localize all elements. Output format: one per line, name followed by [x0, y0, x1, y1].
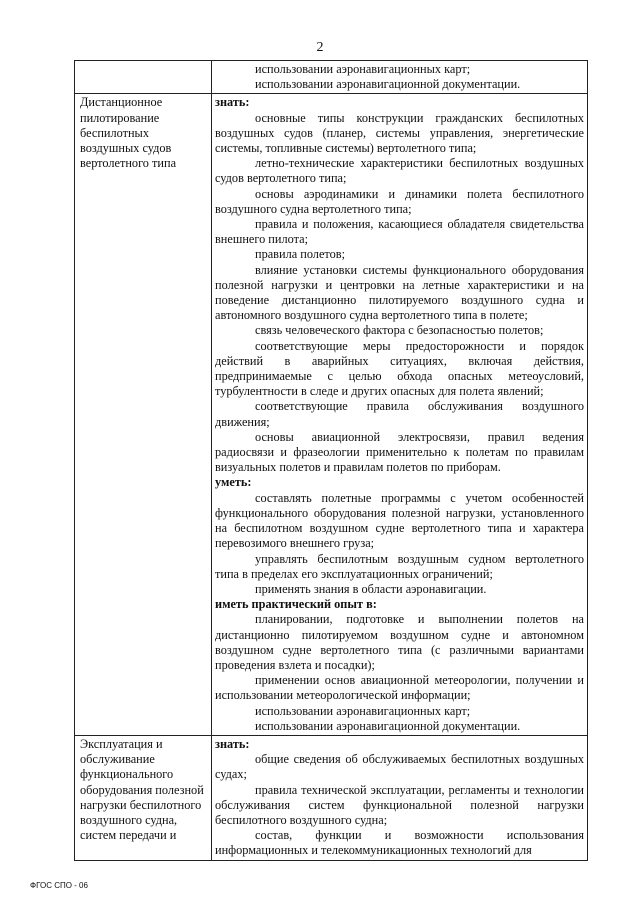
- requirement-heading: иметь практический опыт в:: [215, 597, 377, 612]
- page-number: 2: [316, 40, 324, 55]
- section-title-cell: Дистанционное пилотирование беспилотных воздушных судов вертолетного типа: [75, 94, 212, 736]
- section-title-cell: [75, 61, 212, 94]
- requirement-item: основы авиационной электросвязи, правил ведения радиосвязи и фразеологии применительно к полетам по правилам визуальных полетов и правилам полетов по приборам.: [215, 429, 584, 475]
- requirements-cell: [212, 735, 588, 860]
- requirement-item: правила полетов;: [255, 247, 345, 262]
- table-row: [75, 94, 588, 736]
- footer-code: ФГОС СПО - 06: [30, 881, 88, 890]
- requirements-cell: [212, 94, 588, 736]
- requirement-heading: уметь:: [215, 475, 252, 490]
- requirement-item: соответствующие меры предосторожности и порядок действий в аварийных ситуациях, включая действия, предпринимаемые с целью обхода опасных метеоусловий, турбулентности в следе и других опасных для полета явлений;: [215, 338, 584, 399]
- requirement-item: применении основ авиационной метеорологии, получении и использовании метеорологической информации;: [215, 673, 584, 703]
- requirement-item: основные типы конструкции гражданских беспилотных воздушных судов (планер, системы управления, энергетические системы, топливные системы) вертолетного типа;: [215, 110, 584, 156]
- requirement-item: использовании аэронавигационной документации.: [255, 718, 521, 733]
- requirement-item: управлять беспилотным воздушным судном вертолетного типа в пределах его эксплуатационных ограничений;: [215, 551, 584, 581]
- requirement-item: соответствующие правила обслуживания воздушного движения;: [215, 399, 584, 429]
- section-title-cell: Эксплуатация и обслуживание функционального оборудования полезной нагрузки беспилотного воздушного судна, систем передачи и: [75, 735, 212, 860]
- requirement-item: основы аэродинамики и динамики полета беспилотного воздушного судна вертолетного типа;: [215, 186, 584, 216]
- requirement-item: использовании аэронавигационных карт;: [255, 703, 471, 718]
- table-body: [75, 61, 588, 861]
- requirements-cell: [212, 61, 588, 94]
- requirement-item: состав, функции и возможности использования информационных и телекоммуникационных технологий для: [215, 828, 584, 858]
- requirement-item: применять знания в области аэронавигации.: [255, 581, 487, 596]
- requirement-item: летно-технические характеристики беспилотных воздушных судов вертолетного типа;: [215, 156, 584, 186]
- requirement-item: общие сведения об обслуживаемых беспилотных воздушных судах;: [215, 752, 584, 782]
- competency-table: [74, 60, 588, 861]
- requirement-item: влияние установки системы функционального оборудования полезной нагрузки и центровки на летные характеристики и на поведение дистанционно пилотируемого воздушного судна и автономного воздушного судна вертолетного типа в полете;: [215, 262, 584, 323]
- requirement-item: составлять полетные программы с учетом особенностей функционального оборудования полезной нагрузки, установленного на беспилотном воздушном судне вертолетного типа и характера перевозимого внешнего груза;: [215, 490, 584, 551]
- requirement-item: использовании аэронавигационной документации.: [255, 77, 521, 92]
- requirement-heading: знать:: [215, 736, 250, 751]
- table-row: [75, 735, 588, 860]
- requirement-item: планировании, подготовке и выполнении полетов на дистанционно пилотируемом воздушном судне и автономном воздушном судне вертолетного типа (с различными вариантами проведения взлета и посадки);: [215, 612, 584, 672]
- requirement-item: связь человеческого фактора с безопасностью полетов;: [255, 323, 544, 338]
- requirement-item: использовании аэронавигационных карт;: [255, 62, 471, 76]
- requirement-item: правила технической эксплуатации, регламенты и технологии обслуживания систем функциональной полезной нагрузки беспилотного воздушного судна;: [215, 782, 584, 827]
- requirement-item: правила и положения, касающиеся обладателя свидетельства внешнего пилота;: [215, 217, 584, 247]
- table-row: [75, 61, 588, 94]
- requirement-heading: знать:: [215, 95, 250, 110]
